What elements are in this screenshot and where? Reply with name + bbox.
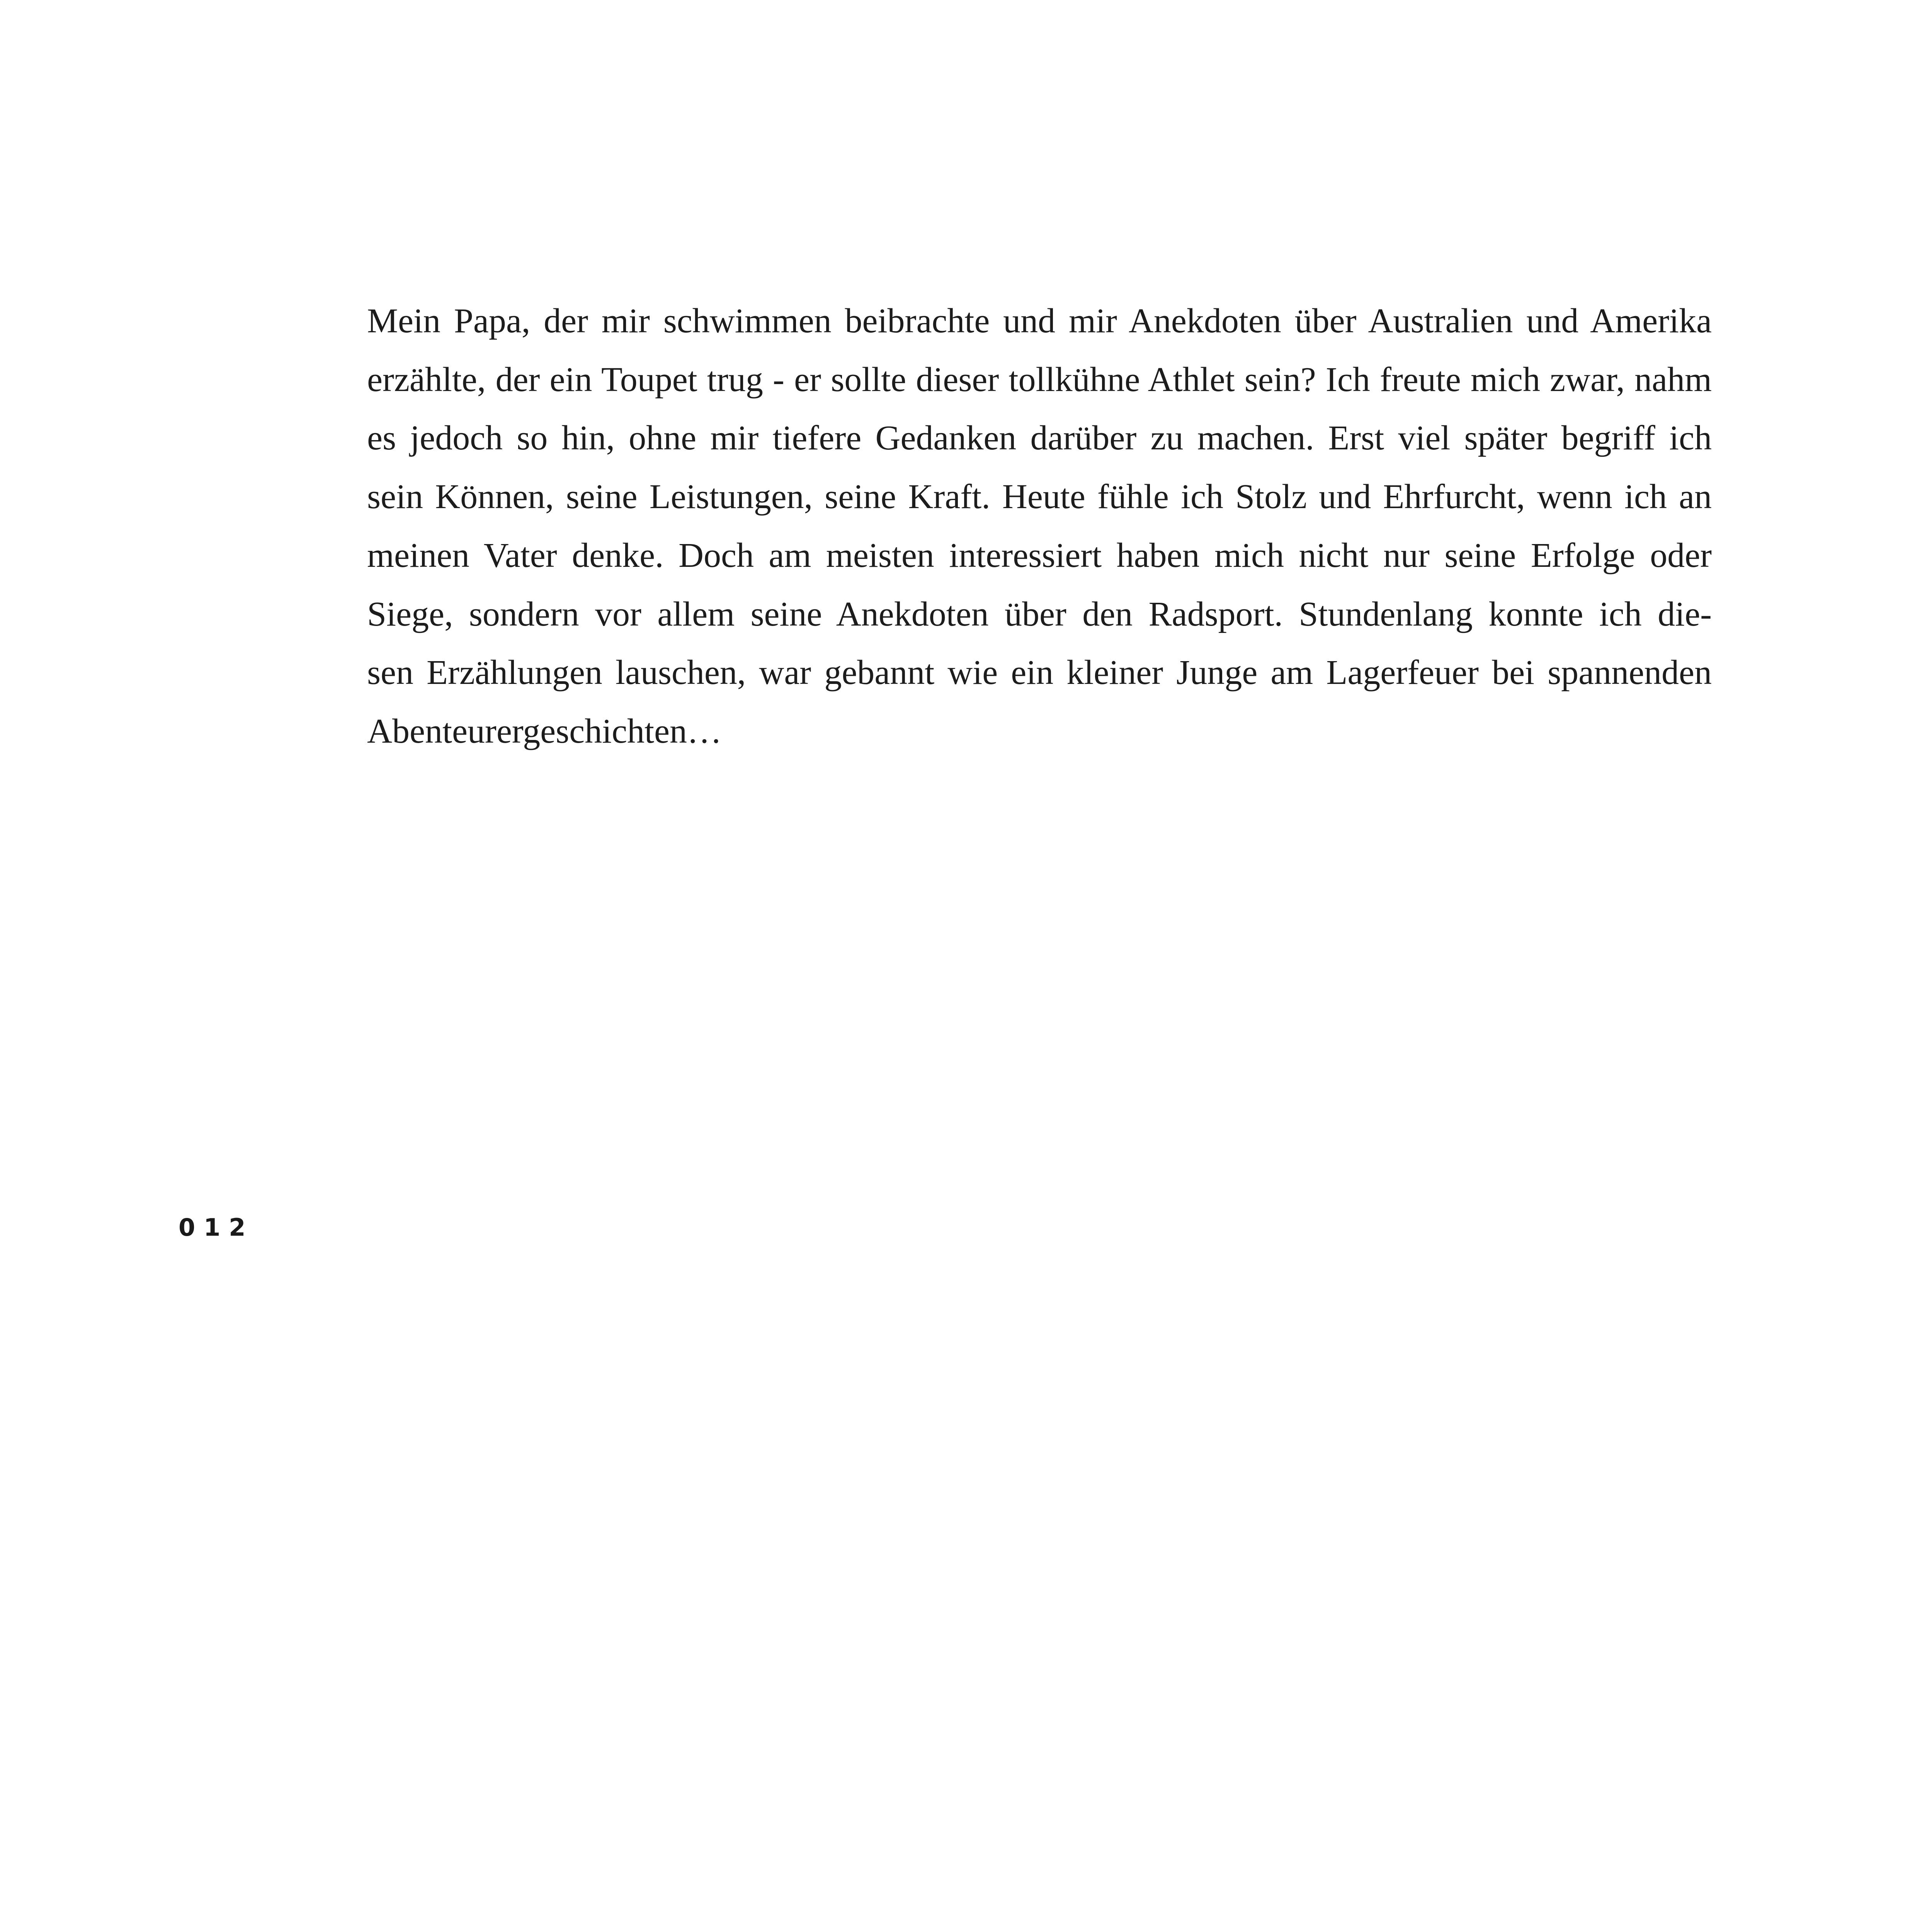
paragraph-line: sein Können, seine Leistungen, seine Kraft. Heute fühle ich Stolz und Ehrfurcht, wenn ich an bbox=[367, 478, 1712, 516]
body-paragraph bbox=[367, 292, 1712, 761]
paragraph-line: Mein Papa, der mir schwimmen beibrachte und mir Anekdoten über Australien und Amerika bbox=[367, 302, 1712, 340]
page-number: 012 bbox=[179, 1213, 254, 1242]
paragraph-line: sen Erzählungen lauschen, war gebannt wie ein kleiner Junge am Lagerfeuer bei spannenden bbox=[367, 653, 1712, 692]
paragraph-line: es jedoch so hin, ohne mir tiefere Gedanken darüber zu machen. Erst viel später begriff ich bbox=[367, 419, 1712, 457]
paragraph-line: meinen Vater denke. Doch am meisten interessiert haben mich nicht nur seine Erfolge oder bbox=[367, 536, 1712, 575]
paragraph-line: erzählte, der ein Toupet trug - er sollte dieser tollkühne Athlet sein? Ich freute mich zwar, nahm bbox=[367, 360, 1712, 399]
paragraph-line: Abenteurergeschichten… bbox=[367, 712, 722, 750]
paragraph-line: Siege, sondern vor allem seine Anekdoten über den Radsport. Stundenlang konnte ich die- bbox=[367, 595, 1712, 633]
